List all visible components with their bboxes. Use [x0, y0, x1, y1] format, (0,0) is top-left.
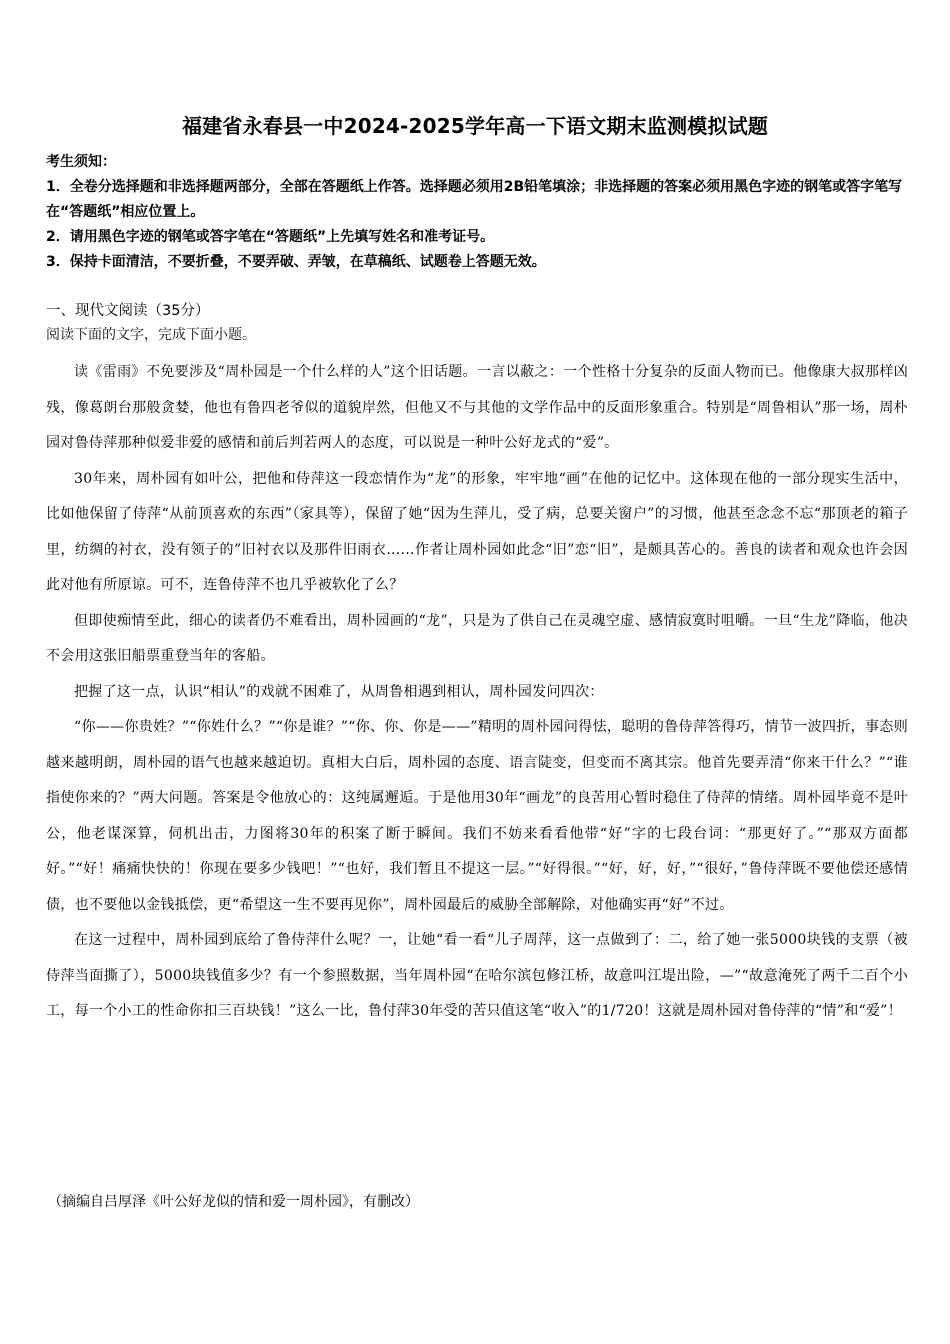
notice-item-1: 1．全卷分选择题和非选择题两部分，全部在答题纸上作答。选择题必须用2B铅笔填涂；非选择题的答案必须用黑色字迹的钢笔或答字笔写在“答题纸”相应位置上。	[46, 179, 903, 220]
exam-notice	[46, 150, 914, 275]
section-heading: 一、现代文阅读（35分）	[46, 303, 210, 319]
reading-passage	[46, 355, 908, 1030]
passage-paragraph-3: 但即使痴情至此，细心的读者仍不难看出，周朴园画的“龙”，只是为了供自己在灵魂空虚、感情寂寞时咀嚼。一旦“生龙”降临，他决不会用这张旧船票重登当年的客船。	[46, 612, 908, 664]
passage-source: （摘编自吕厚泽《叶公好龙似的情和爱一周朴园》，有删改）	[48, 1194, 419, 1210]
passage-paragraph-6: 在这一过程中，周朴园到底给了鲁侍萍什么呢？一，让她“看一看“儿子周萍，这一点做到了：二，给了她一张5000块钱的支票（被侍萍当面撕了），5000块钱值多少？有一个参照数据，当年周朴园“在哈尔滨包修江桥，故意叫江堤出险，—”“故意淹死了两千二百个小工，每一个小工的性命你扣三百块钱！”这么一比，鲁付萍30年受的苦只值这笔“收入”的1/720！这就是周朴园对鲁侍萍的“情”和“爱”！	[46, 932, 908, 1019]
section-instruction: 阅读下面的文字，完成下面小题。	[46, 327, 256, 343]
passage-paragraph-1: 读《雷雨》不免要涉及“周朴园是一个什么样的人”这个旧话题。一言以蔽之：一个性格十分复杂的反面人物而已。他像康大叔那样凶残，像葛朗台那般贪婪，他也有鲁四老爷似的道貌岸然，但他又不与其他的文学作品中的反面形象重合。特别是“周鲁相认”那一场，周朴园对鲁侍萍那种似爱非爱的感情和前后判若两人的态度，可以说是一种叶公好龙式的“爱”。	[46, 364, 908, 451]
page-title: 福建省永春县一中2024-2025学年高一下语文期末监测模拟试题	[181, 114, 769, 138]
passage-paragraph-2: 30年来，周朴园有如叶公，把他和侍萍这一段恋情作为“龙”的形象，牢牢地“画”在他的记忆中。这体现在他的一部分现实生活中，比如他保留了侍萍“从前顶喜欢的东西”（家具等），保留了她“因为生萍儿，受了病，总要关窗户”的习惯，他甚至念念不忘“那顶老的箱子里，纺绸的衬衣，没有领子的”旧衬衣以及那件旧雨衣……作者让周朴园如此念“旧”恋“旧”，是颇具苦心的。善良的读者和观众也许会因此对他有所原谅。可不，连鲁侍萍不也几乎被软化了么？	[46, 470, 908, 593]
notice-heading: 考生须知：	[46, 154, 116, 170]
notice-item-3: 3．保持卡面清洁，不要折叠，不要弄破、弄皱，在草稿纸、试题卷上答题无效。	[46, 254, 546, 270]
passage-paragraph-4: 把握了这一点，认识“相认”的戏就不困难了，从周鲁相遇到相认，周朴园发问四次：	[74, 683, 604, 700]
passage-paragraph-5: “你——你贵姓？”“你姓什么？”“你是谁？”“你、你、你是——”精明的周朴园问得怯，聪明的鲁侍萍答得巧，情节一波四折，事态则越来越明朗，周朴园的语气也越来越迫切。真相大白后，周朴园的态度、语言陡变，但变而不离其宗。他首先要弄清“你来干什么？”“谁指使你来的？”两大问题。答案是令他放心的：这纯属邂逅。于是他用30年“画龙”的良苦用心暂时稳住了侍萍的情绪。周朴园毕竟不是叶公，他老谋深算，伺机出击，力图将30年的积案了断于瞬间。我们不妨来看看他带“好”字的七段台词：“那更好了。”“那双方面都好。”“好！痛痛快快的！你现在要多少钱吧！”“也好，我们暂且不提这一层。”“好得很。”“好，好，好，”“很好，”鲁侍萍既不要他偿还感情债，也不要他以金钱抵偿，更“希望这一生不要再见你”，周朴园最后的威胁全部解除，对他确实再“好”不过。	[46, 719, 908, 913]
notice-item-2: 2．请用黑色字迹的钢笔或答字笔在“答题纸”上先填写姓名和准考证号。	[46, 229, 495, 245]
